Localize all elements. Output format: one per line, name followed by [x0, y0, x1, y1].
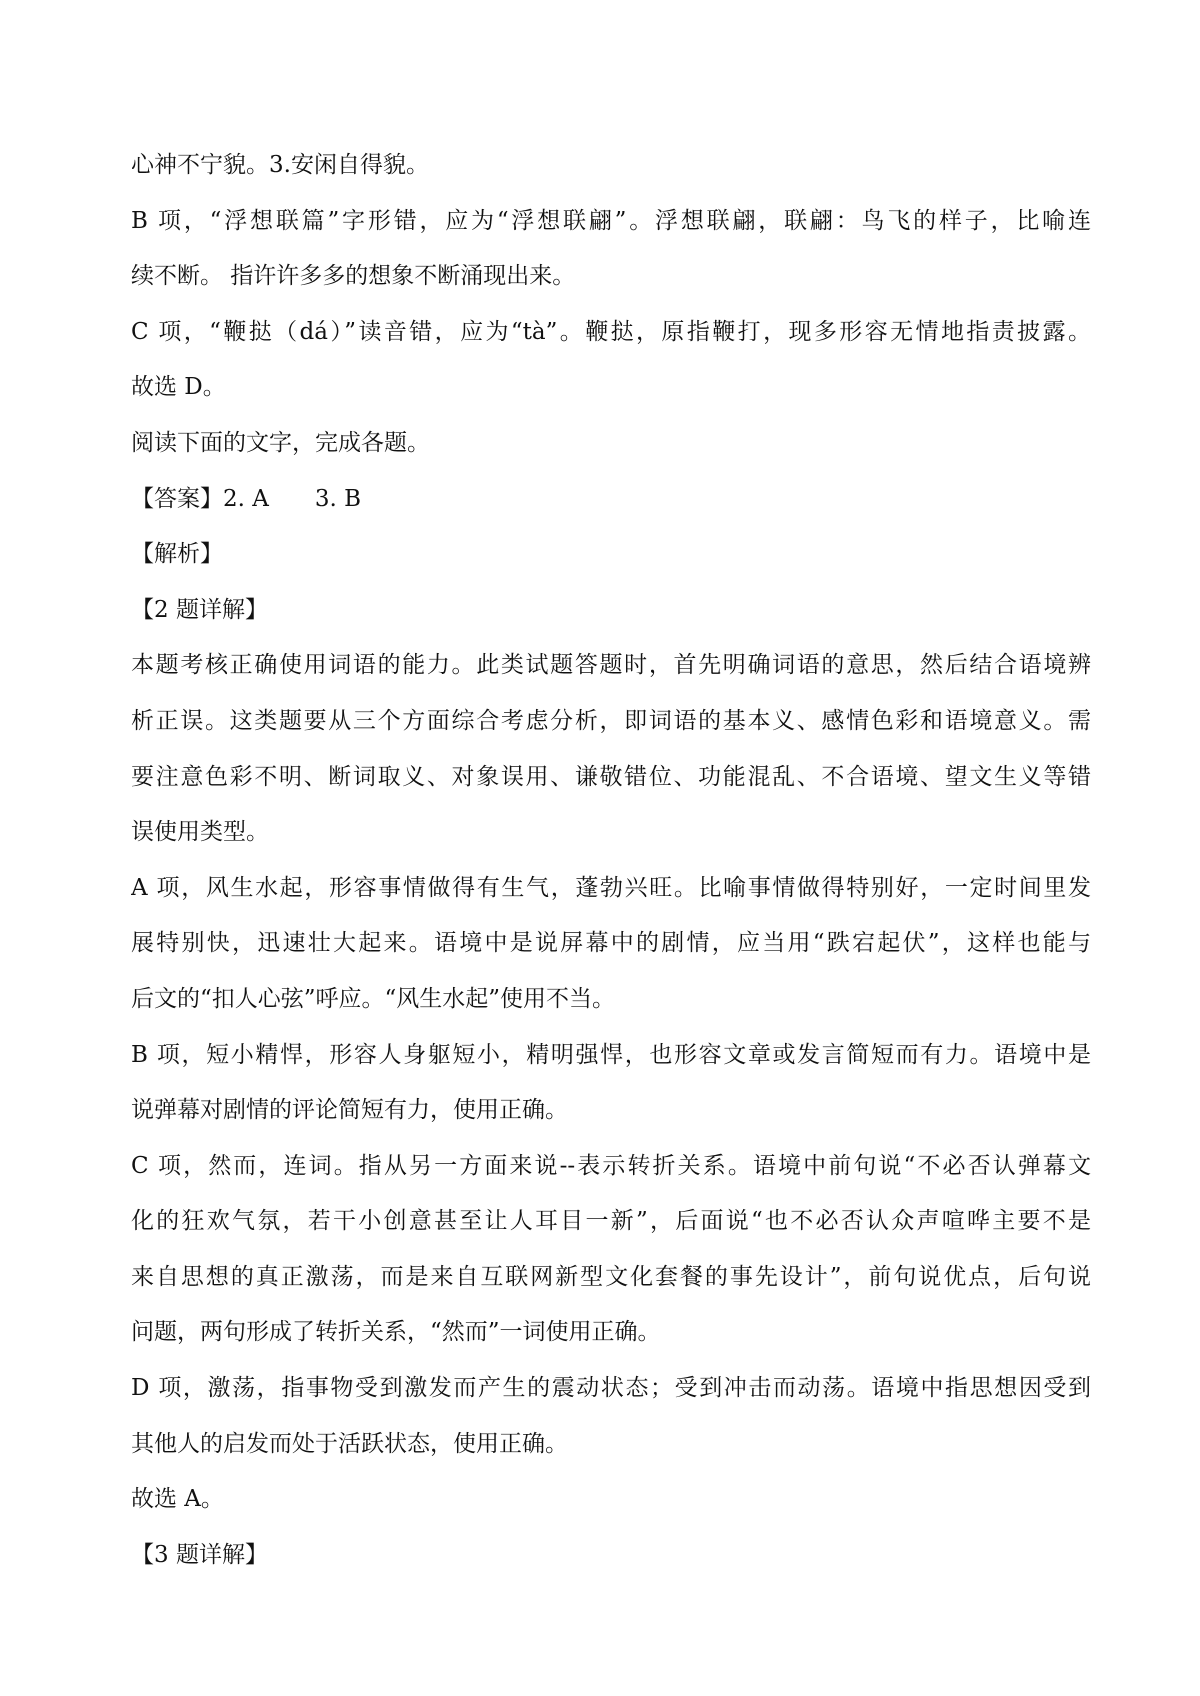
text-line: C 项，“鞭挞（dá）”读音错，应为“tà”。鞭挞，原指鞭打，现多形容无情地指责披露。: [131, 318, 1091, 345]
text-line: 【解析】: [131, 541, 223, 568]
text-line: B 项，“浮想联篇”字形错，应为“浮想联翩”。浮想联翩，联翩：鸟飞的样子，比喻连: [131, 207, 1091, 234]
text-line: 故选 A。: [131, 1486, 224, 1513]
text-line: 来自思想的真正激荡，而是来自互联网新型文化套餐的事先设计”，前句说优点，后句说: [131, 1263, 1091, 1290]
text-line: 【3 题详解】: [131, 1541, 268, 1568]
text-line: C 项，然而，连词。指从另一方面来说--表示转折关系。语境中前句说“不必否认弹幕文: [131, 1152, 1091, 1179]
text-line: B 项，短小精悍，形容人身躯短小，精明强悍，也形容文章或发言简短而有力。语境中是: [131, 1041, 1091, 1068]
text-line: A 项，风生水起，形容事情做得有生气，蓬勃兴旺。比喻事情做得特别好，一定时间里发: [131, 874, 1091, 901]
text-line: 【答案】2. A 3. B: [131, 485, 362, 512]
text-line: 化的狂欢气氛，若干小创意甚至让人耳目一新”，后面说“也不必否认众声喧哗主要不是: [131, 1208, 1091, 1235]
text-line: 误使用类型。: [131, 819, 269, 846]
text-line: 析正误。这类题要从三个方面综合考虑分析，即词语的基本义、感情色彩和语境意义。需: [131, 707, 1091, 734]
text-line: 【2 题详解】: [131, 596, 268, 623]
text-line: 本题考核正确使用词语的能力。此类试题答题时，首先明确词语的意思，然后结合语境辨: [131, 652, 1091, 679]
text-line: 要注意色彩不明、断词取义、对象误用、谦敬错位、功能混乱、不合语境、望文生义等错: [131, 763, 1091, 790]
text-line: 后文的“扣人心弦”呼应。“风生水起”使用不当。: [131, 985, 616, 1012]
text-line: 故选 D。: [131, 374, 226, 401]
text-line: 说弹幕对剧情的评论简短有力，使用正确。: [131, 1097, 568, 1124]
text-line: 问题，两句形成了转折关系，“然而”一词使用正确。: [131, 1319, 661, 1346]
text-line: D 项，激荡，指事物受到激发而产生的震动状态；受到冲击而动荡。语境中指思想因受到: [131, 1375, 1091, 1402]
text-line: 展特别快，迅速壮大起来。语境中是说屏幕中的剧情，应当用“跌宕起伏”，这样也能与: [131, 930, 1091, 957]
text-line: 阅读下面的文字，完成各题。: [131, 429, 430, 456]
text-line: 心神不宁貌。3.安闲自得貌。: [131, 152, 429, 178]
text-line: 其他人的启发而处于活跃状态，使用正确。: [131, 1430, 568, 1457]
text-line: 续不断。 指许许多多的想象不断涌现出来。: [131, 263, 576, 290]
document-body: [131, 138, 1091, 1583]
